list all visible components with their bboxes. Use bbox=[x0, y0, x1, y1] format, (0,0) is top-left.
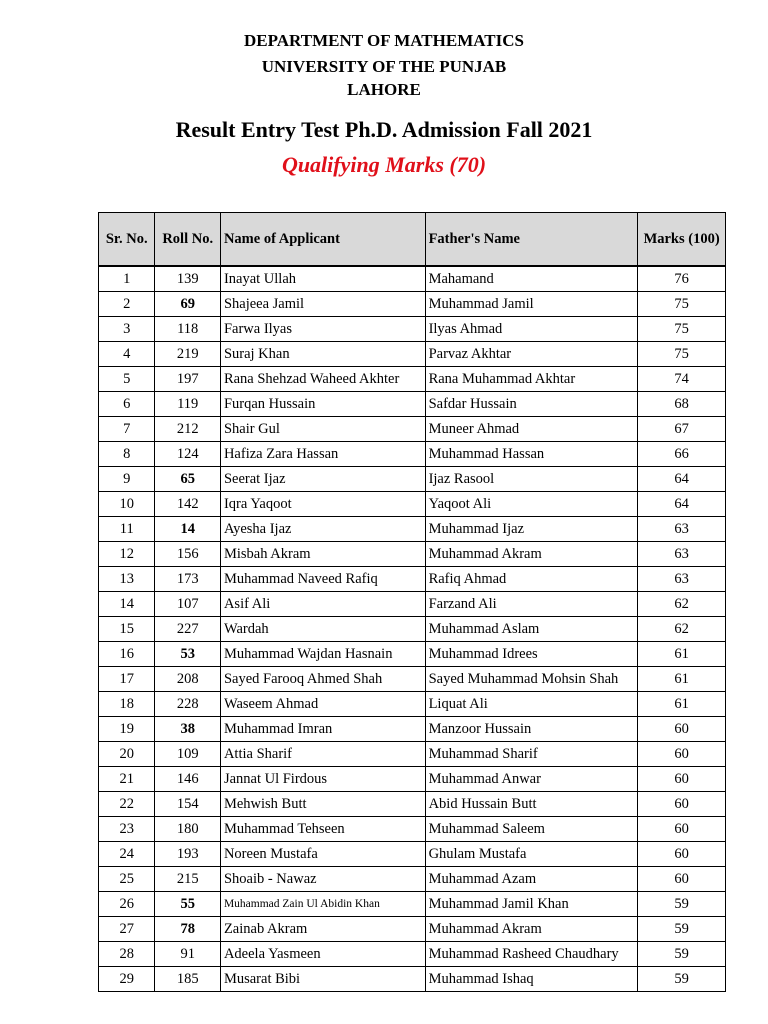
sr-no-cell: 24 bbox=[99, 842, 155, 867]
table-row bbox=[99, 767, 726, 792]
fathers-name-cell: Ilyas Ahmad bbox=[425, 317, 638, 342]
page-title: Result Entry Test Ph.D. Admission Fall 2021 bbox=[175, 117, 593, 142]
fathers-name-cell: Rana Muhammad Akhtar bbox=[425, 367, 638, 392]
sr-no-cell: 14 bbox=[99, 592, 155, 617]
sr-no-cell: 5 bbox=[99, 367, 155, 392]
marks-cell: 74 bbox=[638, 367, 726, 392]
table-row bbox=[99, 342, 726, 367]
roll-no-cell: 215 bbox=[155, 867, 221, 892]
marks-cell: 63 bbox=[638, 517, 726, 542]
fathers-name-cell: Muhammad Rasheed Chaudhary bbox=[425, 942, 638, 967]
sr-no-cell: 29 bbox=[99, 967, 155, 992]
sr-no-cell: 25 bbox=[99, 867, 155, 892]
marks-cell: 60 bbox=[638, 792, 726, 817]
roll-no-cell: 227 bbox=[155, 617, 221, 642]
table-row bbox=[99, 442, 726, 467]
applicant-name-cell: Seerat Ijaz bbox=[220, 467, 425, 492]
marks-cell: 61 bbox=[638, 667, 726, 692]
applicant-name-cell: Attia Sharif bbox=[220, 742, 425, 767]
applicant-name-cell: Iqra Yaqoot bbox=[220, 492, 425, 517]
sr-no-cell: 26 bbox=[99, 892, 155, 917]
table-row bbox=[99, 842, 726, 867]
sr-no-cell: 2 bbox=[99, 292, 155, 317]
table-row bbox=[99, 567, 726, 592]
applicant-name-cell: Muhammad Imran bbox=[220, 717, 425, 742]
sr-no-cell: 16 bbox=[99, 642, 155, 667]
column-header-fathers-name: Father's Name bbox=[425, 213, 638, 267]
table-row bbox=[99, 492, 726, 517]
sr-no-cell: 1 bbox=[99, 266, 155, 292]
sr-no-cell: 11 bbox=[99, 517, 155, 542]
fathers-name-cell: Ijaz Rasool bbox=[425, 467, 638, 492]
applicant-name-cell: Zainab Akram bbox=[220, 917, 425, 942]
fathers-name-cell: Muhammad Jamil Khan bbox=[425, 892, 638, 917]
fathers-name-cell: Liquat Ali bbox=[425, 692, 638, 717]
marks-cell: 60 bbox=[638, 842, 726, 867]
sr-no-cell: 7 bbox=[99, 417, 155, 442]
fathers-name-cell: Muhammad Saleem bbox=[425, 817, 638, 842]
roll-no-cell: 55 bbox=[155, 892, 221, 917]
applicant-name-cell: Waseem Ahmad bbox=[220, 692, 425, 717]
sr-no-cell: 13 bbox=[99, 567, 155, 592]
city-heading: LAHORE bbox=[347, 80, 421, 99]
sr-no-cell: 6 bbox=[99, 392, 155, 417]
table-row bbox=[99, 467, 726, 492]
department-heading: DEPARTMENT OF MATHEMATICS bbox=[244, 31, 524, 50]
fathers-name-cell: Muhammad Akram bbox=[425, 542, 638, 567]
marks-cell: 60 bbox=[638, 817, 726, 842]
roll-no-cell: 109 bbox=[155, 742, 221, 767]
marks-cell: 63 bbox=[638, 542, 726, 567]
roll-no-cell: 197 bbox=[155, 367, 221, 392]
fathers-name-cell: Muhammad Idrees bbox=[425, 642, 638, 667]
roll-no-cell: 180 bbox=[155, 817, 221, 842]
fathers-name-cell: Muhammad Hassan bbox=[425, 442, 638, 467]
roll-no-cell: 124 bbox=[155, 442, 221, 467]
marks-cell: 60 bbox=[638, 742, 726, 767]
column-header-applicant-name: Name of Applicant bbox=[220, 213, 425, 267]
column-header-marks: Marks (100) bbox=[638, 213, 726, 267]
sr-no-cell: 15 bbox=[99, 617, 155, 642]
table-row bbox=[99, 592, 726, 617]
sr-no-cell: 3 bbox=[99, 317, 155, 342]
marks-cell: 62 bbox=[638, 617, 726, 642]
applicant-name-cell: Wardah bbox=[220, 617, 425, 642]
roll-no-cell: 78 bbox=[155, 917, 221, 942]
table-row bbox=[99, 667, 726, 692]
table-row bbox=[99, 917, 726, 942]
fathers-name-cell: Muhammad Sharif bbox=[425, 742, 638, 767]
fathers-name-cell: Muhammad Aslam bbox=[425, 617, 638, 642]
marks-cell: 59 bbox=[638, 967, 726, 992]
roll-no-cell: 142 bbox=[155, 492, 221, 517]
applicant-name-cell: Muhammad Zain Ul Abidin Khan bbox=[220, 892, 425, 917]
marks-cell: 63 bbox=[638, 567, 726, 592]
applicant-name-cell: Hafiza Zara Hassan bbox=[220, 442, 425, 467]
roll-no-cell: 212 bbox=[155, 417, 221, 442]
qualifying-marks-subtitle: Qualifying Marks (70) bbox=[281, 152, 487, 177]
marks-cell: 67 bbox=[638, 417, 726, 442]
marks-cell: 75 bbox=[638, 292, 726, 317]
fathers-name-cell: Mahamand bbox=[425, 266, 638, 292]
applicant-name-cell: Misbah Akram bbox=[220, 542, 425, 567]
applicant-name-cell: Sayed Farooq Ahmed Shah bbox=[220, 667, 425, 692]
applicant-name-cell: Furqan Hussain bbox=[220, 392, 425, 417]
marks-cell: 59 bbox=[638, 942, 726, 967]
sr-no-cell: 9 bbox=[99, 467, 155, 492]
table-row bbox=[99, 317, 726, 342]
sr-no-cell: 19 bbox=[99, 717, 155, 742]
table-row bbox=[99, 617, 726, 642]
applicant-name-cell: Noreen Mustafa bbox=[220, 842, 425, 867]
applicant-name-cell: Shajeea Jamil bbox=[220, 292, 425, 317]
table-row bbox=[99, 817, 726, 842]
table-row bbox=[99, 967, 726, 992]
sr-no-cell: 8 bbox=[99, 442, 155, 467]
table-body bbox=[99, 266, 726, 992]
applicant-name-cell: Adeela Yasmeen bbox=[220, 942, 425, 967]
table-row bbox=[99, 517, 726, 542]
roll-no-cell: 146 bbox=[155, 767, 221, 792]
applicant-name-cell: Jannat Ul Firdous bbox=[220, 767, 425, 792]
fathers-name-cell: Safdar Hussain bbox=[425, 392, 638, 417]
applicant-name-cell: Asif Ali bbox=[220, 592, 425, 617]
sr-no-cell: 4 bbox=[99, 342, 155, 367]
sr-no-cell: 12 bbox=[99, 542, 155, 567]
roll-no-cell: 139 bbox=[155, 266, 221, 292]
fathers-name-cell: Ghulam Mustafa bbox=[425, 842, 638, 867]
marks-cell: 62 bbox=[638, 592, 726, 617]
applicant-name-cell: Shair Gul bbox=[220, 417, 425, 442]
fathers-name-cell: Muhammad Akram bbox=[425, 917, 638, 942]
table-row bbox=[99, 266, 726, 292]
applicant-name-cell: Ayesha Ijaz bbox=[220, 517, 425, 542]
table-row bbox=[99, 717, 726, 742]
applicant-name-cell: Rana Shehzad Waheed Akhter bbox=[220, 367, 425, 392]
roll-no-cell: 154 bbox=[155, 792, 221, 817]
roll-no-cell: 69 bbox=[155, 292, 221, 317]
table-header-row bbox=[99, 213, 726, 267]
marks-cell: 64 bbox=[638, 467, 726, 492]
applicant-name-cell: Mehwish Butt bbox=[220, 792, 425, 817]
applicant-name-cell: Shoaib - Nawaz bbox=[220, 867, 425, 892]
table-row bbox=[99, 692, 726, 717]
marks-cell: 59 bbox=[638, 917, 726, 942]
marks-cell: 68 bbox=[638, 392, 726, 417]
column-header-sr-no: Sr. No. bbox=[99, 213, 155, 267]
fathers-name-cell: Yaqoot Ali bbox=[425, 492, 638, 517]
applicant-name-cell: Farwa Ilyas bbox=[220, 317, 425, 342]
fathers-name-cell: Muhammad Anwar bbox=[425, 767, 638, 792]
roll-no-cell: 219 bbox=[155, 342, 221, 367]
applicant-name-cell: Muhammad Tehseen bbox=[220, 817, 425, 842]
fathers-name-cell: Muhammad Azam bbox=[425, 867, 638, 892]
roll-no-cell: 107 bbox=[155, 592, 221, 617]
fathers-name-cell: Abid Hussain Butt bbox=[425, 792, 638, 817]
roll-no-cell: 38 bbox=[155, 717, 221, 742]
marks-cell: 64 bbox=[638, 492, 726, 517]
marks-cell: 60 bbox=[638, 767, 726, 792]
marks-cell: 76 bbox=[638, 266, 726, 292]
applicant-name-cell: Suraj Khan bbox=[220, 342, 425, 367]
sr-no-cell: 23 bbox=[99, 817, 155, 842]
roll-no-cell: 65 bbox=[155, 467, 221, 492]
roll-no-cell: 53 bbox=[155, 642, 221, 667]
sr-no-cell: 18 bbox=[99, 692, 155, 717]
table-row bbox=[99, 367, 726, 392]
sr-no-cell: 10 bbox=[99, 492, 155, 517]
roll-no-cell: 208 bbox=[155, 667, 221, 692]
fathers-name-cell: Muhammad Ijaz bbox=[425, 517, 638, 542]
roll-no-cell: 119 bbox=[155, 392, 221, 417]
applicant-name-cell: Musarat Bibi bbox=[220, 967, 425, 992]
university-heading: UNIVERSITY OF THE PUNJAB bbox=[261, 57, 507, 76]
marks-cell: 60 bbox=[638, 867, 726, 892]
table-row bbox=[99, 867, 726, 892]
fathers-name-cell: Rafiq Ahmad bbox=[425, 567, 638, 592]
sr-no-cell: 17 bbox=[99, 667, 155, 692]
roll-no-cell: 118 bbox=[155, 317, 221, 342]
fathers-name-cell: Manzoor Hussain bbox=[425, 717, 638, 742]
table-row bbox=[99, 417, 726, 442]
marks-cell: 61 bbox=[638, 642, 726, 667]
fathers-name-cell: Muneer Ahmad bbox=[425, 417, 638, 442]
table-row bbox=[99, 892, 726, 917]
table-row bbox=[99, 392, 726, 417]
sr-no-cell: 21 bbox=[99, 767, 155, 792]
fathers-name-cell: Muhammad Ishaq bbox=[425, 967, 638, 992]
roll-no-cell: 91 bbox=[155, 942, 221, 967]
roll-no-cell: 185 bbox=[155, 967, 221, 992]
fathers-name-cell: Muhammad Jamil bbox=[425, 292, 638, 317]
marks-cell: 75 bbox=[638, 342, 726, 367]
fathers-name-cell: Farzand Ali bbox=[425, 592, 638, 617]
applicant-name-cell: Muhammad Wajdan Hasnain bbox=[220, 642, 425, 667]
sr-no-cell: 27 bbox=[99, 917, 155, 942]
results-table bbox=[98, 212, 726, 992]
applicant-name-cell: Inayat Ullah bbox=[220, 266, 425, 292]
marks-cell: 61 bbox=[638, 692, 726, 717]
marks-cell: 75 bbox=[638, 317, 726, 342]
sr-no-cell: 28 bbox=[99, 942, 155, 967]
roll-no-cell: 173 bbox=[155, 567, 221, 592]
table-row bbox=[99, 942, 726, 967]
roll-no-cell: 14 bbox=[155, 517, 221, 542]
fathers-name-cell: Parvaz Akhtar bbox=[425, 342, 638, 367]
column-header-roll-no: Roll No. bbox=[155, 213, 221, 267]
marks-cell: 60 bbox=[638, 717, 726, 742]
roll-no-cell: 228 bbox=[155, 692, 221, 717]
roll-no-cell: 193 bbox=[155, 842, 221, 867]
marks-cell: 66 bbox=[638, 442, 726, 467]
applicant-name-cell: Muhammad Naveed Rafiq bbox=[220, 567, 425, 592]
table-row bbox=[99, 742, 726, 767]
sr-no-cell: 20 bbox=[99, 742, 155, 767]
table-row bbox=[99, 292, 726, 317]
table-row bbox=[99, 642, 726, 667]
sr-no-cell: 22 bbox=[99, 792, 155, 817]
marks-cell: 59 bbox=[638, 892, 726, 917]
fathers-name-cell: Sayed Muhammad Mohsin Shah bbox=[425, 667, 638, 692]
table-row bbox=[99, 792, 726, 817]
roll-no-cell: 156 bbox=[155, 542, 221, 567]
table-row bbox=[99, 542, 726, 567]
